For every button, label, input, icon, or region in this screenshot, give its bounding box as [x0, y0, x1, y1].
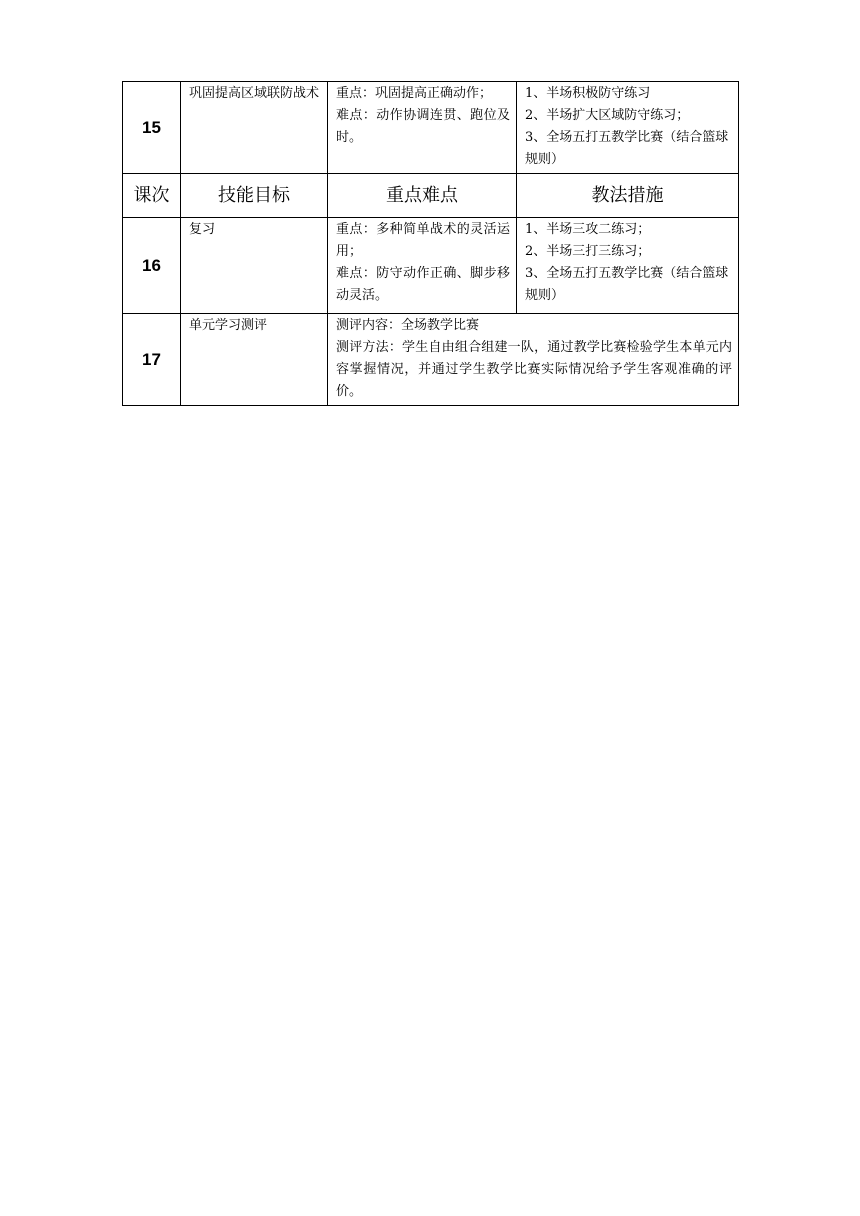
- lesson-number: 17: [123, 314, 181, 406]
- lesson-plan-table: [122, 81, 739, 406]
- method-line: 1、半场三攻二练习；: [525, 222, 651, 237]
- method-line: 2、半场三打三练习；: [525, 244, 651, 259]
- key-point-line: 重点：巩固提高正确动作；: [336, 86, 493, 101]
- table-row: [123, 314, 739, 406]
- header-lesson: 课次: [123, 174, 181, 218]
- skill-goal-cell: 复习: [181, 218, 328, 314]
- method-line: 2、半场扩大区域防守练习；: [525, 108, 690, 123]
- header-skill-goal: 技能目标: [181, 174, 328, 218]
- method-line: 3、全场五打五教学比赛（结合篮球规则）: [525, 130, 729, 167]
- method-line: 1、半场积极防守练习: [525, 86, 651, 101]
- assessment-content: 测评内容：全场教学比赛: [336, 318, 480, 333]
- skill-goal-cell: 巩固提高区域联防战术: [181, 82, 328, 174]
- table-row: [123, 82, 739, 174]
- assessment-cell: [328, 314, 739, 406]
- lesson-number: 16: [123, 218, 181, 314]
- header-methods: 教法措施: [517, 174, 739, 218]
- assessment-method: 测评方法：学生自由组合组建一队，通过教学比赛检验学生本单元内容掌握情况，并通过学生教学比赛实际情况给予学生客观准确的评价。: [336, 340, 732, 399]
- method-line: 3、全场五打五教学比赛（结合篮球规则）: [525, 266, 729, 303]
- table-header-row: [123, 174, 739, 218]
- key-points-cell: [328, 82, 517, 174]
- methods-cell: [517, 82, 739, 174]
- key-point-line: 重点：多种简单战术的灵活运用；: [336, 222, 510, 259]
- skill-goal-cell: 单元学习测评: [181, 314, 328, 406]
- lesson-number: 15: [123, 82, 181, 174]
- key-points-cell: [328, 218, 517, 314]
- difficulty-line: 难点：动作协调连贯、跑位及时。: [336, 108, 510, 145]
- header-key-points: 重点难点: [328, 174, 517, 218]
- table-row: [123, 218, 739, 314]
- difficulty-line: 难点：防守动作正确、脚步移动灵活。: [336, 266, 510, 303]
- methods-cell: [517, 218, 739, 314]
